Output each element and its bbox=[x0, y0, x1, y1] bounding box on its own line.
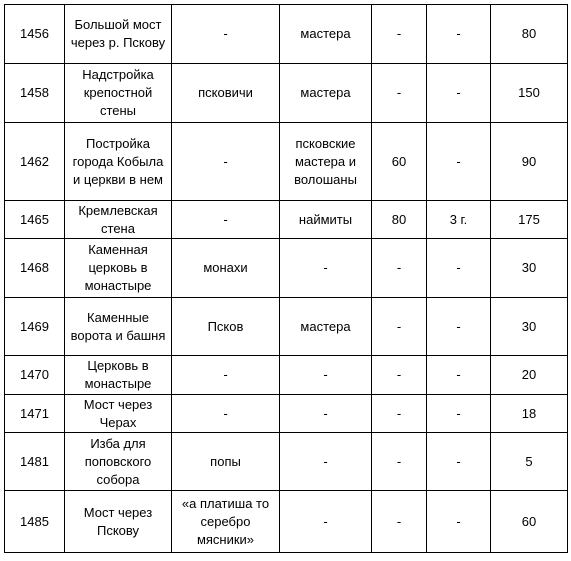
year-cell: 1456 bbox=[5, 5, 65, 64]
term-cell: - bbox=[427, 395, 491, 433]
object-cell: Каменная церковь в монастыре bbox=[65, 239, 172, 298]
table-row bbox=[5, 201, 568, 239]
year-cell: 1471 bbox=[5, 395, 65, 433]
customer-cell: - bbox=[172, 356, 280, 395]
masters-cell: наймиты bbox=[280, 201, 372, 239]
masters-cell: псковские мастера и волошаны bbox=[280, 123, 372, 201]
table-row bbox=[5, 395, 568, 433]
term-cell: - bbox=[427, 433, 491, 491]
table-row bbox=[5, 64, 568, 123]
sum-cell: 18 bbox=[491, 395, 568, 433]
year-cell: 1458 bbox=[5, 64, 65, 123]
customer-cell: - bbox=[172, 5, 280, 64]
customer-cell: монахи bbox=[172, 239, 280, 298]
object-cell: Изба для поповского собора bbox=[65, 433, 172, 491]
workers-cell: - bbox=[372, 239, 427, 298]
table-row bbox=[5, 298, 568, 356]
sum-cell: 5 bbox=[491, 433, 568, 491]
sum-cell: 60 bbox=[491, 491, 568, 553]
masters-cell: мастера bbox=[280, 5, 372, 64]
sum-cell: 150 bbox=[491, 64, 568, 123]
object-cell: Надстройка крепостной стены bbox=[65, 64, 172, 123]
sum-cell: 30 bbox=[491, 298, 568, 356]
masters-cell: - bbox=[280, 395, 372, 433]
sum-cell: 30 bbox=[491, 239, 568, 298]
term-cell: - bbox=[427, 64, 491, 123]
table-row bbox=[5, 491, 568, 553]
customer-cell: - bbox=[172, 395, 280, 433]
object-cell: Постройка города Кобыла и церкви в нем bbox=[65, 123, 172, 201]
workers-cell: - bbox=[372, 356, 427, 395]
object-cell: Кремлевская стена bbox=[65, 201, 172, 239]
workers-cell: - bbox=[372, 298, 427, 356]
customer-cell: - bbox=[172, 123, 280, 201]
table-row bbox=[5, 123, 568, 201]
object-cell: Мост через Черах bbox=[65, 395, 172, 433]
year-cell: 1481 bbox=[5, 433, 65, 491]
sum-cell: 90 bbox=[491, 123, 568, 201]
year-cell: 1468 bbox=[5, 239, 65, 298]
construction-table bbox=[4, 4, 568, 553]
customer-cell: - bbox=[172, 201, 280, 239]
masters-cell: - bbox=[280, 433, 372, 491]
workers-cell: - bbox=[372, 5, 427, 64]
year-cell: 1469 bbox=[5, 298, 65, 356]
masters-cell: - bbox=[280, 491, 372, 553]
workers-cell: - bbox=[372, 64, 427, 123]
workers-cell: - bbox=[372, 395, 427, 433]
term-cell: - bbox=[427, 123, 491, 201]
masters-cell: - bbox=[280, 356, 372, 395]
table-row bbox=[5, 5, 568, 64]
year-cell: 1470 bbox=[5, 356, 65, 395]
table-row bbox=[5, 239, 568, 298]
object-cell: Большой мост через р. Пскову bbox=[65, 5, 172, 64]
term-cell: - bbox=[427, 298, 491, 356]
term-cell: 3 г. bbox=[427, 201, 491, 239]
workers-cell: - bbox=[372, 491, 427, 553]
object-cell: Церковь в монастыре bbox=[65, 356, 172, 395]
sum-cell: 80 bbox=[491, 5, 568, 64]
table-row bbox=[5, 433, 568, 491]
workers-cell: 60 bbox=[372, 123, 427, 201]
masters-cell: - bbox=[280, 239, 372, 298]
term-cell: - bbox=[427, 491, 491, 553]
term-cell: - bbox=[427, 5, 491, 64]
object-cell: Мост через Пскову bbox=[65, 491, 172, 553]
object-cell: Каменные ворота и башня bbox=[65, 298, 172, 356]
year-cell: 1465 bbox=[5, 201, 65, 239]
masters-cell: мастера bbox=[280, 64, 372, 123]
workers-cell: - bbox=[372, 433, 427, 491]
term-cell: - bbox=[427, 356, 491, 395]
customer-cell: попы bbox=[172, 433, 280, 491]
term-cell: - bbox=[427, 239, 491, 298]
table-row bbox=[5, 356, 568, 395]
sum-cell: 175 bbox=[491, 201, 568, 239]
customer-cell: «а платиша то серебро мясники» bbox=[172, 491, 280, 553]
masters-cell: мастера bbox=[280, 298, 372, 356]
sum-cell: 20 bbox=[491, 356, 568, 395]
year-cell: 1485 bbox=[5, 491, 65, 553]
customer-cell: Псков bbox=[172, 298, 280, 356]
workers-cell: 80 bbox=[372, 201, 427, 239]
year-cell: 1462 bbox=[5, 123, 65, 201]
customer-cell: псковичи bbox=[172, 64, 280, 123]
